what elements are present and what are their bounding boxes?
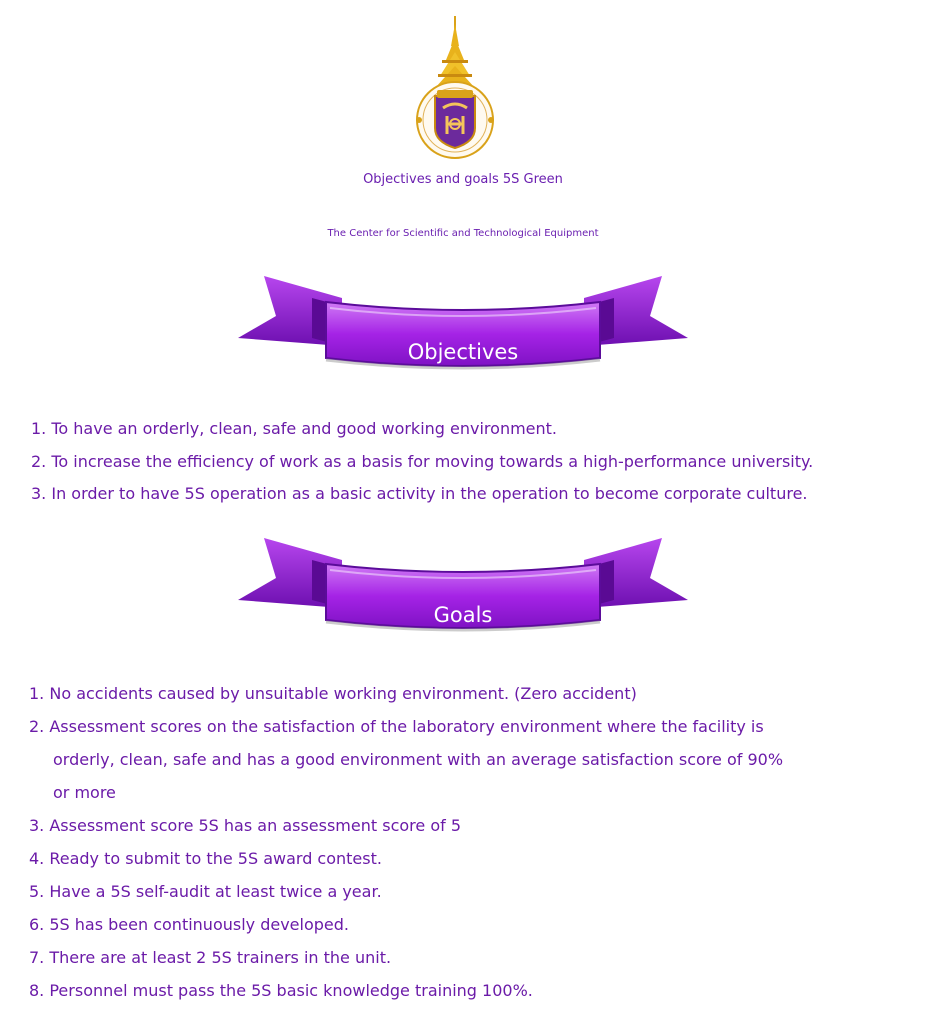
list-item	[29, 980, 783, 1002]
list-item	[29, 914, 783, 936]
list-item	[29, 881, 783, 903]
list-item-text: 4. Ready to submit to the 5S award contest.	[29, 849, 382, 868]
goals-list	[29, 683, 783, 1013]
list-item	[29, 848, 783, 870]
list-item-text: 7. There are at least 2 5S trainers in the unit.	[29, 948, 392, 967]
list-item-continuation: orderly, clean, safe and has a good environment with an average satisfaction score of 90%	[53, 750, 784, 769]
page-subtitle: The Center for Scientific and Technological Equipment	[327, 228, 599, 239]
goals-ribbon	[234, 538, 692, 644]
objectives-ribbon	[234, 276, 692, 382]
goals-heading: Goals	[433, 603, 493, 627]
list-item	[29, 716, 783, 804]
list-item: 3. In order to have 5S operation as a basic activity in the operation to become corporate culture.	[31, 484, 808, 503]
list-item-text: 6. 5S has been continuously developed.	[29, 915, 349, 934]
list-item	[29, 815, 783, 837]
list-item: 2. To increase the efficiency of work as a basis for moving towards a high-performance university.	[31, 451, 814, 471]
list-item-text: 8. Personnel must pass the 5S basic knowledge training 100%.	[29, 981, 533, 1000]
list-item-text: 5. Have a 5S self-audit at least twice a year.	[29, 882, 382, 901]
objectives-heading: Objectives	[407, 340, 519, 364]
list-item	[29, 947, 783, 969]
list-item-text: 3. Assessment score 5S has an assessment score of 5	[29, 816, 461, 835]
list-item-text: 1. No accidents caused by unsuitable working environment. (Zero accident)	[29, 684, 637, 703]
list-item-continuation: or more	[53, 783, 116, 802]
list-item-text: 2. Assessment scores on the satisfaction of the laboratory environment where the facility is	[29, 717, 764, 736]
university-crest-icon	[413, 16, 497, 160]
page-title: Objectives and goals 5S Green	[363, 172, 563, 187]
list-item: 1. To have an orderly, clean, safe and good working environment.	[31, 419, 558, 438]
objectives-list	[31, 418, 813, 516]
list-item	[29, 683, 783, 705]
